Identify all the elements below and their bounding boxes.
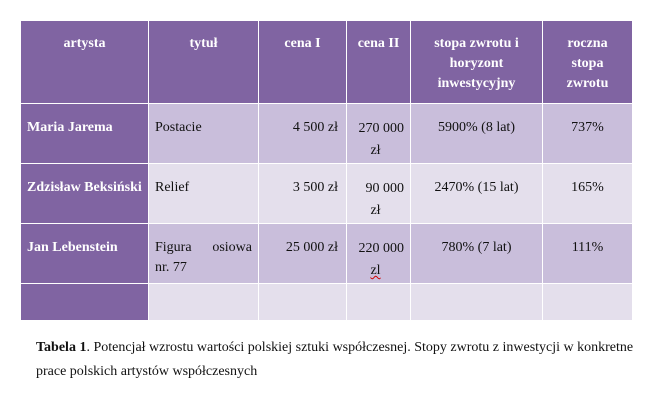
price2-cell (347, 224, 411, 284)
header-annual-return: roczna stopa zwrotu (543, 21, 633, 104)
table-row (21, 224, 633, 284)
return-cell: 780% (7 lat) (411, 224, 543, 284)
annual-cell: 737% (543, 104, 633, 164)
table-header-row (21, 21, 633, 104)
header-artist: artysta (21, 21, 149, 104)
title-text: Relief (155, 180, 190, 195)
empty-cell (21, 284, 149, 321)
return-cell: 2470% (15 lat) (411, 164, 543, 224)
annual-cell: 165% (543, 164, 633, 224)
price1-cell: 25 000 zł (259, 224, 347, 284)
annual-cell: 111% (543, 224, 633, 284)
title-cell (149, 104, 259, 164)
artist-cell: Maria Jarema (21, 104, 149, 164)
header-return-horizon: stopa zwrotu i horyzont inwestycyjny (411, 21, 543, 104)
caption-label: Tabela 1 (36, 340, 87, 355)
empty-cell (411, 284, 543, 321)
header-price-1: cena I (259, 21, 347, 104)
price1-cell: 3 500 zł (259, 164, 347, 224)
price2-currency: zl (370, 263, 381, 278)
title-cell (149, 224, 259, 284)
price2-cell (347, 104, 411, 164)
title-text: Figura osiowa (155, 240, 252, 255)
price2-amount: 220 000 (358, 241, 404, 256)
artist-cell: Jan Lebenstein (21, 224, 149, 284)
header-price-2: cena II (347, 21, 411, 104)
title-text: Postacie (155, 120, 202, 135)
table-row (21, 164, 633, 224)
price2-cell (347, 164, 411, 224)
price2-currency: zł (370, 143, 381, 158)
table-caption (36, 336, 636, 384)
artist-cell: Zdzisław Beksiński (21, 164, 149, 224)
price2-currency: zł (370, 203, 381, 218)
title-cell (149, 164, 259, 224)
price2-currency-wrap (347, 260, 404, 282)
caption-text: . Potencjał wzrostu wartości polskiej sztuki współczesnej. Stopy zwrotu z inwestycji w konkretne prace polskich artystów współczesnych (36, 340, 634, 379)
empty-cell (259, 284, 347, 321)
return-cell: 5900% (8 lat) (411, 104, 543, 164)
price2-amount: 270 000 (358, 121, 404, 136)
header-title: tytuł (149, 21, 259, 104)
table-row-empty (21, 284, 633, 321)
returns-table (20, 20, 633, 321)
empty-cell (543, 284, 633, 321)
table-row (21, 104, 633, 164)
empty-cell (347, 284, 411, 321)
price2-amount: 90 000 (365, 181, 404, 196)
price1-cell: 4 500 zł (259, 104, 347, 164)
title-text-cont: nr. 77 (155, 260, 187, 275)
empty-cell (149, 284, 259, 321)
